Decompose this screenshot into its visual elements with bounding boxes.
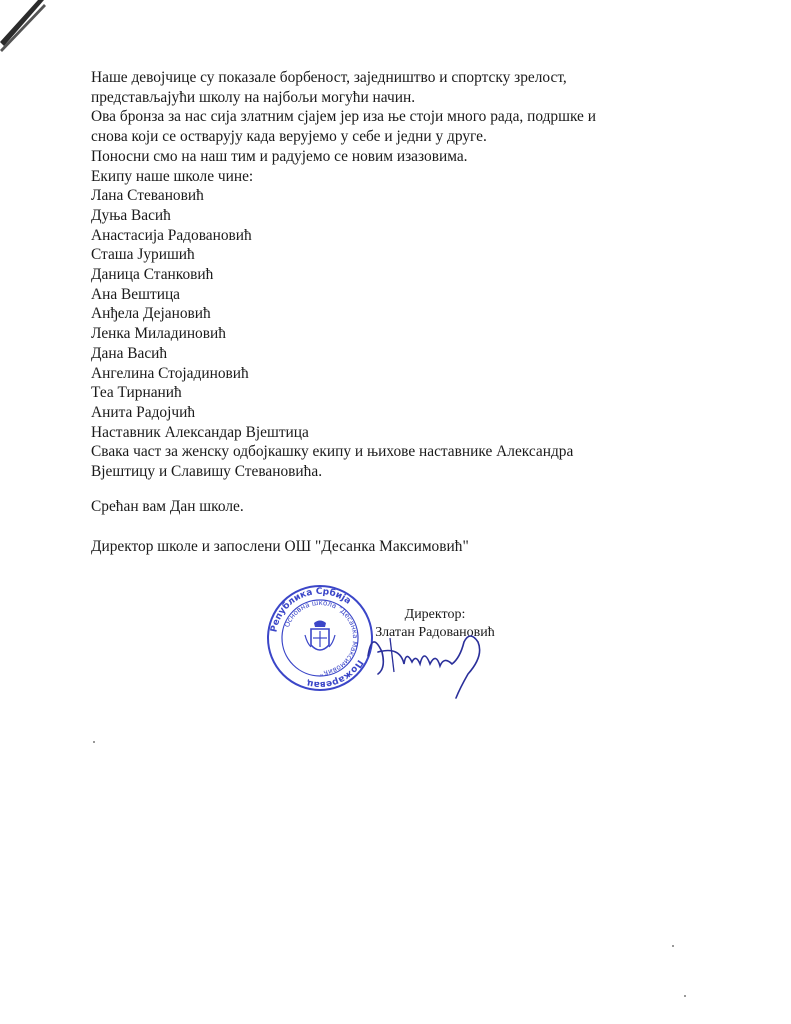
body-line: Вјештицу и Славишу Стевановића. (91, 463, 323, 481)
body-line: Поносни смо на наш тим и радујемо се новим изазовима. (91, 147, 468, 165)
team-member: Ана Вештица (91, 285, 181, 303)
greeting-line: Срећан вам Дан школе. (91, 498, 244, 515)
letter-body (91, 68, 691, 482)
team-member: Сташа Јуришић (91, 246, 195, 264)
signature-name: Златан Радовановић (375, 625, 495, 640)
stamp-outer-text: Република Србија (269, 586, 353, 634)
team-member: Анастасија Радовановић (91, 226, 252, 244)
coat-of-arms-icon (305, 621, 335, 651)
closing-line: Директор школе и запослени ОШ "Десанка Максимовић" (91, 538, 469, 555)
body-line: представљајући школу на најбољи могући начин. (91, 88, 416, 106)
school-stamp (265, 583, 375, 693)
scan-speck (684, 995, 686, 997)
team-member: Дана Васић (91, 344, 168, 362)
body-line: Свака част за женску одбојкашку екипу и њихове наставнике Александра (91, 443, 574, 461)
team-member: Ленка Миладиновић (91, 325, 226, 343)
body-line: снова који се остварују када верујемо у себе и једни у друге. (91, 128, 487, 146)
team-member: Теа Тирнанић (91, 384, 182, 402)
stamp-city-text: Пожаревац (305, 657, 365, 690)
team-member: Ангелина Стојадиновић (91, 364, 249, 382)
coach-line: Наставник Александар Вјештица (91, 423, 309, 441)
team-member: Лана Стевановић (91, 187, 204, 205)
body-line: Наше девојчице су показале борбеност, заједништво и спортску зрелост, (91, 69, 567, 86)
team-heading: Екипу наше школе чине: (91, 167, 254, 185)
stamp-inner-text: Основна школа "Десанка Максимовић" (282, 598, 360, 678)
team-member: Дуња Васић (91, 206, 171, 224)
scan-speck (93, 741, 95, 743)
team-member: Даница Станковић (91, 266, 214, 284)
team-member: Анђела Дејановић (91, 305, 211, 323)
body-line: Ова бронза за нас сија златним сјајем јер иза ње стоји много рада, подршке и (91, 108, 596, 126)
handwritten-signature (360, 612, 500, 702)
signature-title: Директор: (404, 607, 466, 622)
scan-corner-mark (0, 0, 60, 60)
scan-speck (672, 945, 674, 947)
team-member: Анита Радојчић (91, 403, 196, 421)
